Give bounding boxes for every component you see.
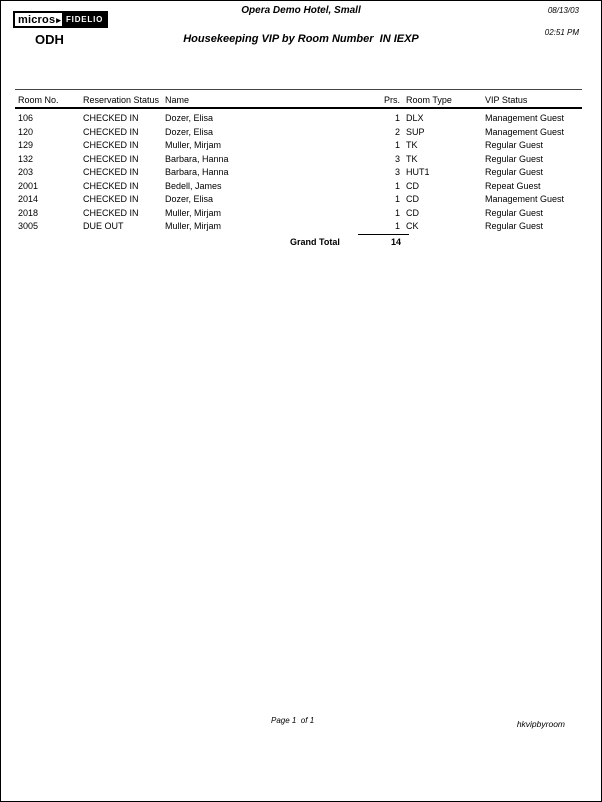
column-header-vip-status: VIP Status [485,95,528,105]
cell-prs: 1 [394,221,400,231]
cell-prs: 3 [394,167,400,177]
table-row [15,180,582,194]
report-time: 02:51 PM [544,28,579,37]
cell-prs: 3 [394,153,400,164]
grand-total-label: Grand Total [290,237,340,247]
cell-room-no: 203 [18,167,34,177]
cell-room-no: 132 [18,153,34,164]
cell-room-no: 106 [18,113,34,123]
cell-name: Muller, Mirjam [165,207,222,218]
table-row [15,193,582,207]
cell-room-type: SUP [406,126,425,137]
cell-room-type: CD [406,180,419,191]
cell-room-type: CD [406,194,419,204]
cell-vip-status: Regular Guest [485,221,544,231]
table-row [15,112,582,126]
cell-room-type: TK [406,153,418,164]
cell-vip-status: Regular Guest [485,167,544,177]
cell-vip-status: Regular Guest [485,153,544,164]
cell-vip-status: Management Guest [485,113,565,123]
report-id: hkvipbyroom [516,719,565,729]
cell-prs: 1 [394,140,400,150]
cell-name: Bedell, James [165,180,222,191]
table-body [15,109,582,234]
cell-reservation-status: CHECKED IN [83,194,139,204]
logo-micros-label: micros [18,13,56,26]
fidelio-logo-text: FIDELIO [64,11,108,28]
property-code: ODH [35,32,64,47]
table-row [15,153,582,167]
cell-room-type: HUT1 [406,167,430,177]
table-header-row [15,90,582,107]
cell-name: Muller, Mirjam [165,140,222,150]
report-table [15,89,582,234]
cell-room-type: TK [406,140,418,150]
column-header-room-no: Room No. [18,95,59,105]
table-row [15,166,582,180]
arrow-right-icon: ▸ [56,14,61,25]
cell-room-type: CK [406,221,419,231]
cell-reservation-status: CHECKED IN [83,207,139,218]
cell-room-no: 120 [18,126,34,137]
cell-room-type: CD [406,207,419,218]
column-header-room-type: Room Type [406,95,452,105]
cell-reservation-status: CHECKED IN [83,126,139,137]
table-row [15,207,582,221]
cell-name: Barbara, Hanna [165,153,229,164]
cell-reservation-status: CHECKED IN [83,140,139,150]
table-row [15,126,582,140]
cell-room-no: 2001 [18,180,39,191]
cell-prs: 1 [394,180,400,191]
cell-room-no: 2014 [18,194,39,204]
cell-prs: 1 [394,207,400,218]
column-header-prs: Prs. [383,95,400,105]
report-date: 08/13/03 [547,6,579,15]
cell-vip-status: Regular Guest [485,207,544,218]
cell-reservation-status: CHECKED IN [83,167,139,177]
cell-vip-status: Management Guest [485,194,565,204]
column-header-reservation-status: Reservation Status [83,95,160,105]
cell-name: Barbara, Hanna [165,167,229,177]
cell-name: Muller, Mirjam [165,221,222,231]
cell-name: Dozer, Elisa [165,194,214,204]
report-title: Housekeeping VIP by Room Number IN IEXP [183,33,419,45]
cell-reservation-status: CHECKED IN [83,180,139,191]
cell-room-no: 2018 [18,207,39,218]
page-number: Page 1 of 1 [271,716,315,725]
cell-prs: 1 [394,194,400,204]
cell-prs: 1 [394,113,400,123]
cell-reservation-status: CHECKED IN [83,153,139,164]
cell-room-no: 129 [18,140,34,150]
cell-vip-status: Repeat Guest [485,180,541,191]
column-header-name: Name [165,95,190,105]
table-row [15,139,582,153]
cell-reservation-status: CHECKED IN [83,113,139,123]
cell-vip-status: Regular Guest [485,140,544,150]
cell-name: Dozer, Elisa [165,126,214,137]
cell-vip-status: Management Guest [485,126,565,137]
hotel-name: Opera Demo Hotel, Small [241,5,361,16]
cell-reservation-status: DUE OUT [83,221,124,231]
grand-total-value: 14 [390,237,401,247]
cell-prs: 2 [394,126,400,137]
cell-room-type: DLX [406,113,424,123]
table-row [15,220,582,234]
grand-total-rule [358,234,409,235]
cell-name: Dozer, Elisa [165,113,214,123]
cell-room-no: 3005 [18,221,39,231]
